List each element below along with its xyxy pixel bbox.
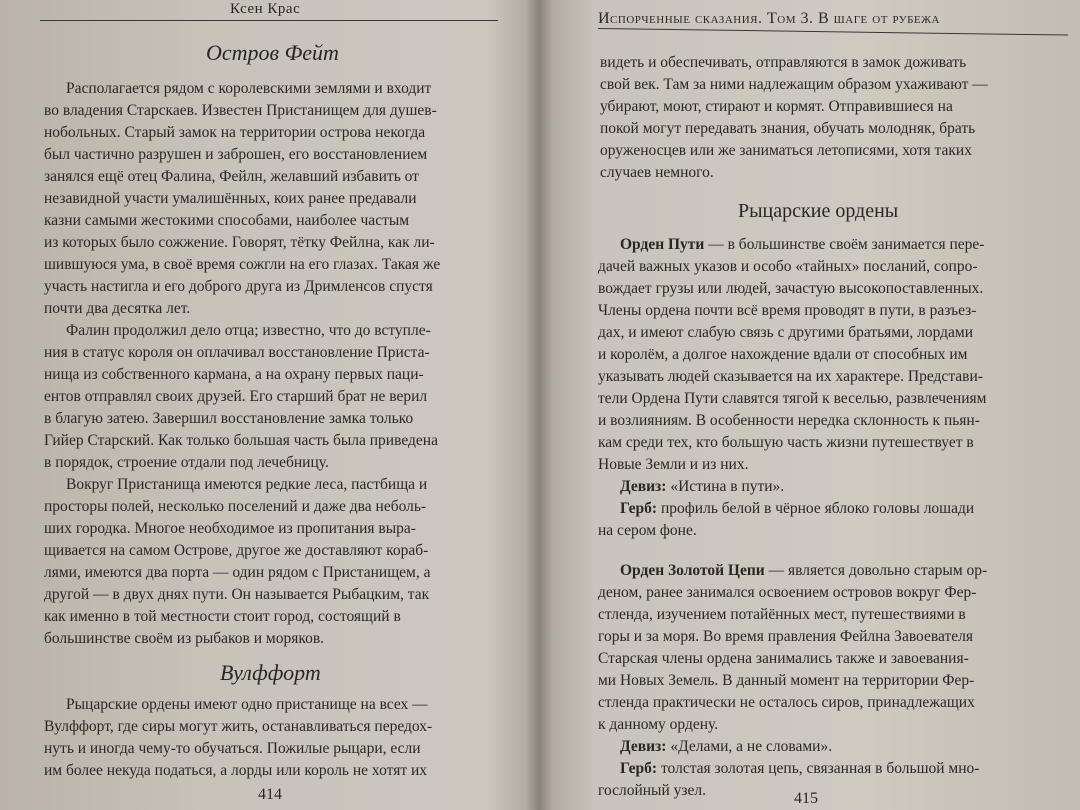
text-line: нища из собственного кармана, а на охрану первых паци- <box>44 366 424 383</box>
text-line: деном, ранее занимался освоением островов вокруг Фер- <box>598 584 977 601</box>
text-line: как именно в той местности стоит город, состоящий в <box>44 608 401 625</box>
motto-line <box>620 476 784 498</box>
text-line: в порядок, строение отдали под лечебницу. <box>44 454 329 471</box>
text-line: Члены ордена почти всё время проводят в пути, в разъез- <box>598 302 977 319</box>
text-line: Новые Земли и из них. <box>598 456 749 473</box>
motto-text: «Делами, а не словами». <box>666 738 833 755</box>
arms-line <box>620 758 979 780</box>
text-line: Гийер Старский. Как только большая часть была приведена <box>44 432 438 449</box>
text-line: Рыцарские ордены имеют одно пристанище на всех — <box>66 696 428 713</box>
text-line: Располагается рядом с королевскими землями и входит <box>66 80 432 97</box>
text-line: просторы полей, несколько поселений и даже два неболь- <box>44 498 427 515</box>
text-fragment: — в большинстве своём занимается пере- <box>704 236 985 253</box>
text-line: Вокруг Пристанища имеются редкие леса, пастбища и <box>66 476 428 493</box>
running-head-title: Испорченные сказания. Том 3. В шаге от рубежа <box>598 10 940 27</box>
order-name-golden-chain: Орден Золотой Цепи <box>620 562 765 579</box>
text-fragment: — является довольно старым ор- <box>764 562 988 579</box>
text-line: занялся ещё отец Фалина, Фейлн, желавший избавить от <box>44 168 419 185</box>
text-line: вождает грузы или людей, зачастую высокопоставленных. <box>598 280 984 297</box>
text-line: большинстве своём из рыбаков и моряков. <box>44 630 325 647</box>
text-line: незавидной участи умалишённых, коих ранее предавали <box>44 190 417 207</box>
text-line: стленда практически не осталось сиров, принадлежащих <box>598 694 975 711</box>
page-number: 415 <box>794 790 818 807</box>
header-rule <box>598 28 1068 36</box>
text-line: казни самыми жестокими способами, наиболее частым <box>44 212 410 229</box>
text-line: оруженосцев или же заниматься летописями, хотя таких <box>600 142 972 159</box>
section-title-vulffort: Вулффорт <box>220 660 321 685</box>
arms-label: Герб: <box>620 760 658 777</box>
right-page <box>548 0 1080 810</box>
text-line: дачей важных указов и особо «тайных» посланий, сопро- <box>598 258 978 275</box>
order-paragraph-line <box>620 560 987 582</box>
text-line: случаев немного. <box>600 164 714 181</box>
motto-label: Девиз: <box>620 478 667 495</box>
arms-label: Герб: <box>620 500 658 517</box>
text-line: и королём, а долгое нахождение вдали от способных им <box>598 346 968 363</box>
text-line: из которых было сожжение. Говорят, тётку Фейлна, как ли- <box>44 234 435 251</box>
page-number: 414 <box>258 786 282 803</box>
text-line: гослойный узел. <box>598 782 707 799</box>
text-line: ми Новых Земель. В данный момент на территории Фер- <box>598 672 975 689</box>
text-line: щивается на самом Острове, другое же доставляют кораб- <box>44 542 429 559</box>
section-title-ostrov-feyt: Остров Фейт <box>206 40 339 65</box>
text-line: покой могут передавать знания, обучать молодняк, брать <box>600 120 976 137</box>
text-line: Старская члены ордена занимались также и завоевания- <box>598 650 969 667</box>
text-line: в благую затею. Завершил восстановление замка только <box>44 410 414 427</box>
arms-line <box>620 498 974 520</box>
running-head-author: Ксен Крас <box>230 1 301 17</box>
text-line: стленда, изучением потайённых мест, путешествиями в <box>598 606 966 623</box>
header-rule <box>40 20 498 21</box>
section-title-knight-orders: Рыцарские ордены <box>738 200 899 222</box>
motto-label: Девиз: <box>620 738 667 755</box>
text-line: убирают, моют, стирают и кормят. Отправившиеся на <box>600 98 953 115</box>
text-line: дах, и имеют слабую связь с другими братьями, лордами <box>598 324 974 341</box>
text-line: во владения Старскаев. Известен Пристанищем для душев- <box>44 102 437 119</box>
text-line: тели Ордена Пути славятся тягой к веселью, развлечениям <box>598 390 987 407</box>
text-line: на сером фоне. <box>598 522 697 539</box>
text-line: и возлияниям. В особенности нередка склонность к пьян- <box>598 412 980 429</box>
text-line: был частично разрушен и заброшен, его восстановлением <box>44 146 428 163</box>
text-line: ентов отправлял своих друзей. Его старший брат не верил <box>44 388 428 405</box>
text-line: ших городка. Многое необходимое из пропитания выра- <box>44 520 416 537</box>
motto-line <box>620 736 832 758</box>
text-line: нобольных. Старый замок на территории острова некогда <box>44 124 426 141</box>
text-line: горы и за моря. Во время правления Фейлна Завоевателя <box>598 628 973 645</box>
arms-text: профиль белой в чёрное яблоко головы лошади <box>657 500 975 517</box>
motto-text: «Истина в пути». <box>666 478 785 495</box>
text-line: свой век. Там за ними надлежащим образом ухаживают — <box>600 76 988 93</box>
text-line: кам среди тех, кто большую часть жизни путешествует в <box>598 434 974 451</box>
text-line: шившуюся ума, в своё время сожгли на его глазах. Такая же <box>44 256 441 273</box>
text-line: Вулффорт, где сиры могут жить, останавливаться передох- <box>44 718 433 735</box>
order-name-puti: Орден Пути <box>620 236 705 253</box>
text-line: лями, имеются два порта — один рядом с Пристанищем, а <box>44 564 431 581</box>
arms-text: толстая золотая цепь, связанная в большой мно- <box>657 760 980 777</box>
text-line: ния в статус короля он оплачивал восстановление Приста- <box>44 344 430 361</box>
text-line: почти два десятка лет. <box>44 300 191 317</box>
text-line: Фалин продолжил дело отца; известно, что до вступле- <box>66 322 431 339</box>
text-line: им более некуда податься, а лорды или король не хотят их <box>44 762 428 779</box>
text-line: указывать людей сказывается на их характере. Представи- <box>598 368 983 385</box>
text-line: другой — в двух днях пути. Он называется Рыбацким, так <box>44 586 430 603</box>
text-line: участь настигла и его доброго друга из Дримленсов спустя <box>44 278 433 295</box>
text-line: к данному ордену. <box>598 716 719 733</box>
order-paragraph-line <box>620 234 984 256</box>
text-line: видеть и обеспечивать, отправляются в замок доживать <box>600 54 967 71</box>
left-page <box>0 0 530 810</box>
text-line: нуть и иногда чему-то обучаться. Пожилые рыцари, если <box>44 740 421 757</box>
